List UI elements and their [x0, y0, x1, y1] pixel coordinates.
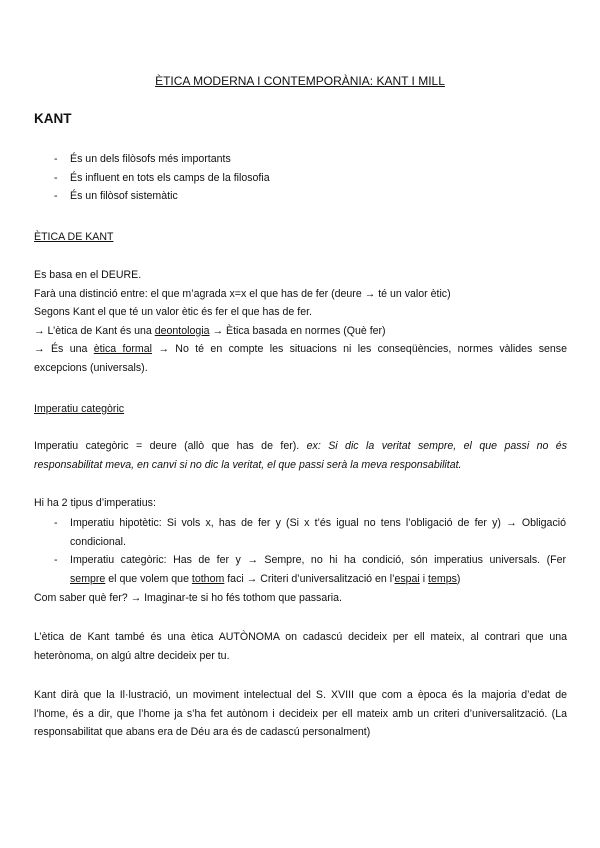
tipus-intro: Hi ha 2 tipus d’imperatius: — [34, 497, 156, 509]
intro-bullet-list — [54, 150, 566, 206]
text-span: i — [419, 572, 429, 585]
example-text: ex: Si dic la veritat sempre, el que passi no és — [306, 440, 567, 452]
list-item-line — [70, 570, 566, 589]
list-item-line: condicional. — [70, 535, 126, 548]
etica-line: Es basa en el DEURE. — [34, 269, 142, 281]
definition-line — [34, 437, 567, 456]
autonoma-paragraph — [34, 628, 567, 665]
illustracio-paragraph — [34, 686, 567, 742]
sempre-term: sempre — [70, 572, 106, 585]
imperatiu-heading: Imperatiu categòric — [34, 403, 125, 415]
list-item: - És un dels filòsofs més importants — [54, 150, 566, 169]
list-item: - És influent en tots els camps de la filosofia — [54, 169, 566, 188]
etica-section — [34, 266, 567, 377]
etica-formal-term: ètica formal — [93, 343, 152, 355]
list-item — [54, 514, 566, 551]
list-item — [54, 551, 566, 588]
text-span: → Ètica basada en normes (Què fer) — [209, 324, 386, 337]
page-title: ÈTICA MODERNA I CONTEMPORÀNIA: KANT I MILL — [155, 74, 445, 88]
etica-line — [34, 322, 567, 341]
text-span: → L’ètica de Kant és una — [34, 324, 155, 337]
deontologia-term: deontologia — [154, 324, 210, 337]
text-span: Imperatiu categòric = deure (allò que has de fer). — [34, 440, 307, 452]
text-span: ) — [456, 572, 461, 585]
paragraph-line: responsabilitat que abans era de Déu ara és de cadascú personalment) — [34, 726, 371, 738]
tothom-term: tothom — [191, 572, 225, 585]
etica-line: Segons Kant el que té un valor ètic és fer el que has de fer. — [34, 306, 312, 318]
etica-line: excepcions (universals). — [34, 361, 148, 374]
kant-heading: KANT — [34, 111, 72, 126]
espai-term: espai — [394, 572, 420, 585]
list-item-line: - Imperatiu hipotètic: Si vols x, has de fer y (Si x t’és igual no tens l’obligació de fer y) → Obligació — [70, 517, 566, 529]
text-span: el que volem que — [105, 572, 192, 585]
temps-term: temps — [428, 572, 457, 585]
text-span: → No té en compte les situacions ni les conseqüències, normes vàlides sense — [151, 343, 567, 355]
paragraph-line: l’home, és a dir, que l’home ja s’ha fet autònom i decideix per ell mateix amb un criteri d’universalització. (La — [34, 707, 567, 720]
text-span: → És una — [34, 343, 94, 355]
saber-line: Com saber què fer? → Imaginar-te si ho fés tothom que passaria. — [34, 592, 342, 604]
paragraph-line: Kant dirà que la Il·lustració, un moviment intelectual del S. XVIII que com a època és la majoria d’edat de — [34, 689, 567, 701]
etica-line: Farà una distinció entre: el que m’agrada x=x el que has de fer (deure → té un valor ètic) — [34, 287, 451, 300]
example-text: responsabilitat meva, en canvi si no dic la veritat, el que passi serà la meva responsabilitat. — [34, 458, 462, 471]
imperatiu-definition — [34, 437, 567, 474]
list-item-line: - Imperatiu categòric: Has de fer y → Sempre, no hi ha condició, són imperatius universals. (Fer — [70, 554, 566, 566]
paragraph-line: L’ètica de Kant també és una ètica AUTÒNOMA on cadascú decideix per ell mateix, al contrari que una — [34, 631, 567, 643]
text-span: faci → Criteri d’universalització en l’ — [224, 572, 395, 585]
etica-line — [34, 340, 567, 359]
etica-heading: ÈTICA DE KANT — [34, 231, 114, 243]
paragraph-line: heterònoma, on algú altre decideix per tu. — [34, 649, 230, 662]
imperatius-list — [54, 514, 566, 588]
list-item: - És un filòsof sistemàtic — [54, 187, 566, 206]
